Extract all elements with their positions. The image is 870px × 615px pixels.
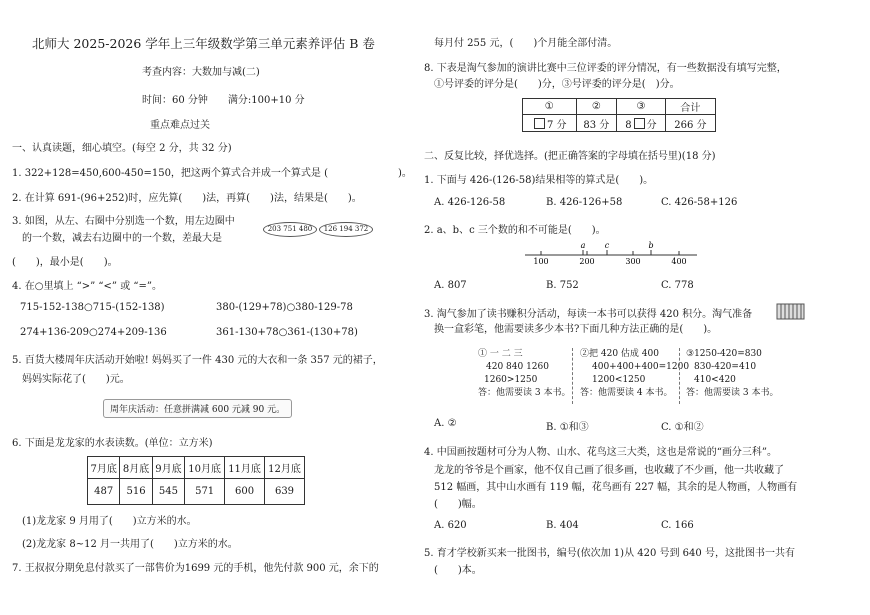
choice-question-1: 1. 下面与 426-(126-58)结果相等的算式是( )。 [424, 175, 654, 186]
question-5-line1: 5. 百货大楼周年庆活动开始啦! 妈妈买了一件 430 元的大衣和一条 357 元的裙子， [12, 355, 383, 366]
divider [572, 348, 573, 404]
judge3-score: 8 分 [617, 115, 666, 132]
score-header: ① [523, 99, 577, 115]
compare-a: 715-152-138○715-(152-138) [20, 302, 165, 313]
judge1-score: 7 分 [523, 115, 577, 132]
choice-question-2: 2. a、b、c 三个数的和不可能是( )。 [424, 225, 606, 236]
reading-cell: 600 [225, 479, 265, 505]
score-header: 合计 [665, 99, 715, 115]
choice-question-3-line1: 3. 淘气参加了读书赚积分活动，每读一本书可以获得 420 积分。淘气准备 [424, 309, 753, 320]
page-title: 北师大 2025-2026 学年上三年级数学第三单元素养评估 B 卷 [32, 36, 375, 51]
score-header: ② [576, 99, 617, 115]
method-3: ③1250-420=830 830-420=410 410<420 答：他需要读 3 本书。 [686, 349, 779, 398]
question-8-line2: ①号评委的评分是( )分，③号评委的评分是( )分。 [434, 79, 680, 90]
month-cell: 11月底 [225, 457, 265, 479]
question-3-line3: ( )，最小是( )。 [12, 257, 118, 268]
number-line-letter: a [580, 241, 586, 250]
blank-box [634, 118, 645, 129]
question-7-continued: 每月付 255 元，( )个月能全部付清。 [434, 38, 618, 49]
method-1: ① 一 二 三 420 840 1260 1260>1250 答：他需要读 3 本书。 [478, 349, 571, 398]
choice-3-option-b: B. ①和③ [546, 422, 589, 433]
reading-cell: 545 [152, 479, 184, 505]
score-header: ③ [617, 99, 666, 115]
choice-question-4-line3: 512 幅画，其中山水画有 119 幅，花鸟画有 227 幅，其余的是人物画，人物画有 [434, 482, 798, 493]
question-6-part2: (2)龙龙家 8~12 月一共用了( )立方米的水。 [22, 539, 238, 550]
promo-note [103, 399, 292, 418]
number-line-tick-label: 300 [625, 257, 641, 266]
choice-4-option-a: A. 620 [434, 520, 467, 531]
month-cell: 8月底 [120, 457, 152, 479]
focus-label: 重点难点过关 [150, 120, 210, 131]
compare-d: 361-130+78○361-(130+78) [216, 327, 358, 338]
question-3-line1: 3. 如图，从左、右圈中分别选一个数，用左边圈中 [12, 216, 235, 227]
choice-4-option-b: B. 404 [546, 520, 579, 531]
number-line-letter: b [648, 241, 654, 250]
reading-cell: 487 [88, 479, 120, 505]
pencil-box-icon [776, 301, 806, 321]
choice-4-option-c: C. 166 [661, 520, 694, 531]
question-6-part1: (1)龙龙家 9 月用了( )立方米的水。 [22, 516, 197, 527]
divider [679, 348, 680, 404]
choice-question-4-line1: 4. 中国画按题材可分为人物、山水、花鸟这三大类，这也是常说的“画分三科”。 [424, 447, 777, 458]
month-cell: 9月底 [152, 457, 184, 479]
month-cell: 10月底 [185, 457, 225, 479]
reading-cell: 571 [185, 479, 225, 505]
reading-cell: 516 [120, 479, 152, 505]
month-cell: 12月底 [265, 457, 305, 479]
section2-heading: 二、反复比较，择优选择。(把正确答案的字母填在括号里)(18 分) [424, 151, 716, 162]
choice-question-3-line2: 换一盒彩笔，他需要读多少本书?下面几种方法正确的是( )。 [434, 324, 718, 335]
choice-1-option-b: B. 426-126+58 [546, 197, 623, 208]
number-line-tick-label: 100 [533, 257, 549, 266]
choice-question-4-line2: 龙龙的爷爷是个画家，他不仅自己画了很多画，也收藏了不少画，他一共收藏了 [434, 465, 784, 476]
score-table [522, 98, 716, 132]
number-line-tick-label: 400 [671, 257, 687, 266]
question-4: 4. 在○里填上 “>” “<” 或 “=”。 [12, 281, 162, 292]
number-line-tick-label: 200 [579, 257, 595, 266]
promo-note-text: 周年庆活动：任意拼满减 600 元减 90 元。 [110, 405, 286, 415]
water-meter-table [87, 456, 305, 505]
question-5-line2: 妈妈实际花了( )元。 [22, 374, 130, 385]
question-2: 2. 在计算 691-(96+252)时，应先算( )法，再算( )法，结果是( )。 [12, 193, 362, 204]
choice-question-4-line4: ( )幅。 [434, 499, 482, 510]
left-number-circle: 203 751 480 [263, 222, 317, 237]
month-cell: 7月底 [88, 457, 120, 479]
compare-c: 274+136-209○274+209-136 [20, 327, 167, 338]
choice-2-option-a: A. 807 [434, 280, 467, 291]
total-score: 266 分 [665, 115, 715, 132]
exam-time: 时间：60 分钟 满分:100+10 分 [142, 95, 305, 106]
question-8-line1: 8. 下表是淘气参加的演讲比赛中三位评委的评分情况，有一些数据没有填写完整， [424, 63, 787, 74]
compare-b: 380-(129+78)○380-129-78 [216, 302, 353, 313]
number-line [525, 240, 700, 266]
question-6: 6. 下面是龙龙家的水表读数。(单位：立方米) [12, 438, 213, 449]
question-3-line2: 的一个数，减去右边圈中的一个数，差最大是 [22, 233, 222, 244]
choice-3-option-a: A. ② [434, 418, 457, 429]
choice-question-5-line1: 5. 育才学校新买来一批图书，编号(依次加 1)从 420 号到 640 号，这批图书一共有 [424, 548, 795, 559]
right-number-circle: 126 194 372 [319, 222, 373, 237]
reading-cell: 639 [265, 479, 305, 505]
choice-1-option-c: C. 426-58+126 [661, 197, 738, 208]
question-7: 7. 王叔叔分期免息付款买了一部售价为1699 元的手机，他先付款 900 元，余下的 [12, 563, 379, 574]
choice-2-option-c: C. 778 [661, 280, 694, 291]
section1-heading: 一、认真读题，细心填空。(每空 2 分，共 32 分) [12, 143, 232, 154]
method-2: ②把 420 估成 400 400+400+400=1200 1200<1250 答：他需要读 4 本书。 [580, 349, 690, 398]
exam-content: 考查内容：大数加与减(二) [142, 67, 260, 78]
judge2-score: 83 分 [576, 115, 617, 132]
choice-2-option-b: B. 752 [546, 280, 579, 291]
number-line-letter: c [604, 241, 610, 250]
question-1: 1. 322+128=450,600-450=150，把这两个算式合并成一个算式是 ( )。 [12, 168, 412, 179]
choice-1-option-a: A. 426-126-58 [434, 197, 506, 208]
blank-box [534, 118, 545, 129]
choice-3-option-c: C. ①和② [661, 422, 704, 433]
choice-question-5-line2: ( )本。 [434, 565, 482, 576]
